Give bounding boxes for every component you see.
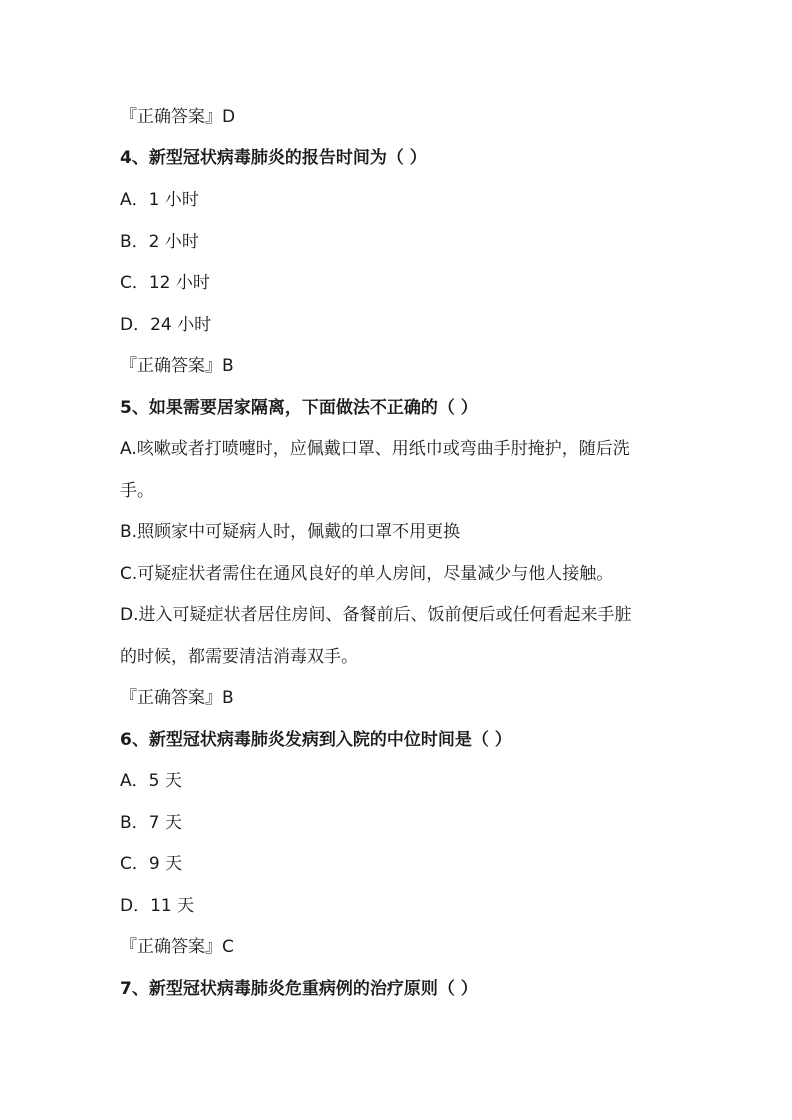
option-line: A．5 天 — [120, 771, 182, 791]
option-line: 手。 — [120, 481, 154, 501]
answer-line: 『正确答案』B — [120, 688, 234, 708]
option-line: 的时候，都需要清洁消毒双手。 — [120, 647, 358, 667]
option-line: B.照顾家中可疑病人时，佩戴的口罩不用更换 — [120, 522, 461, 542]
answer-line: 『正确答案』C — [120, 937, 234, 957]
option-line: A．1 小时 — [120, 190, 199, 210]
option-line: B．2 小时 — [120, 232, 199, 252]
question-7: 7、新型冠状病毒肺炎危重病例的治疗原则（ ） — [120, 979, 478, 999]
answer-line: 『正确答案』B — [120, 356, 234, 376]
option-line: D.进入可疑症状者居住房间、备餐前后、饭前便后或任何看起来手脏 — [120, 605, 632, 625]
option-line: C．9 天 — [120, 854, 183, 874]
question-5: 5、如果需要居家隔离，下面做法不正确的（ ） — [120, 398, 478, 418]
question-4: 4、新型冠状病毒肺炎的报告时间为（ ） — [120, 148, 427, 168]
option-line: A.咳嗽或者打喷嚏时，应佩戴口罩、用纸巾或弯曲手肘掩护，随后洗 — [120, 439, 630, 459]
option-line: C．12 小时 — [120, 273, 210, 293]
answer-line: 『正确答案』D — [120, 107, 236, 127]
option-line: C.可疑症状者需住在通风良好的单人房间，尽量减少与他人接触。 — [120, 564, 614, 584]
option-line: D．24 小时 — [120, 315, 212, 335]
option-line: B．7 天 — [120, 813, 182, 833]
option-line: D．11 天 — [120, 896, 195, 916]
question-6: 6、新型冠状病毒肺炎发病到入院的中位时间是（ ） — [120, 730, 512, 750]
